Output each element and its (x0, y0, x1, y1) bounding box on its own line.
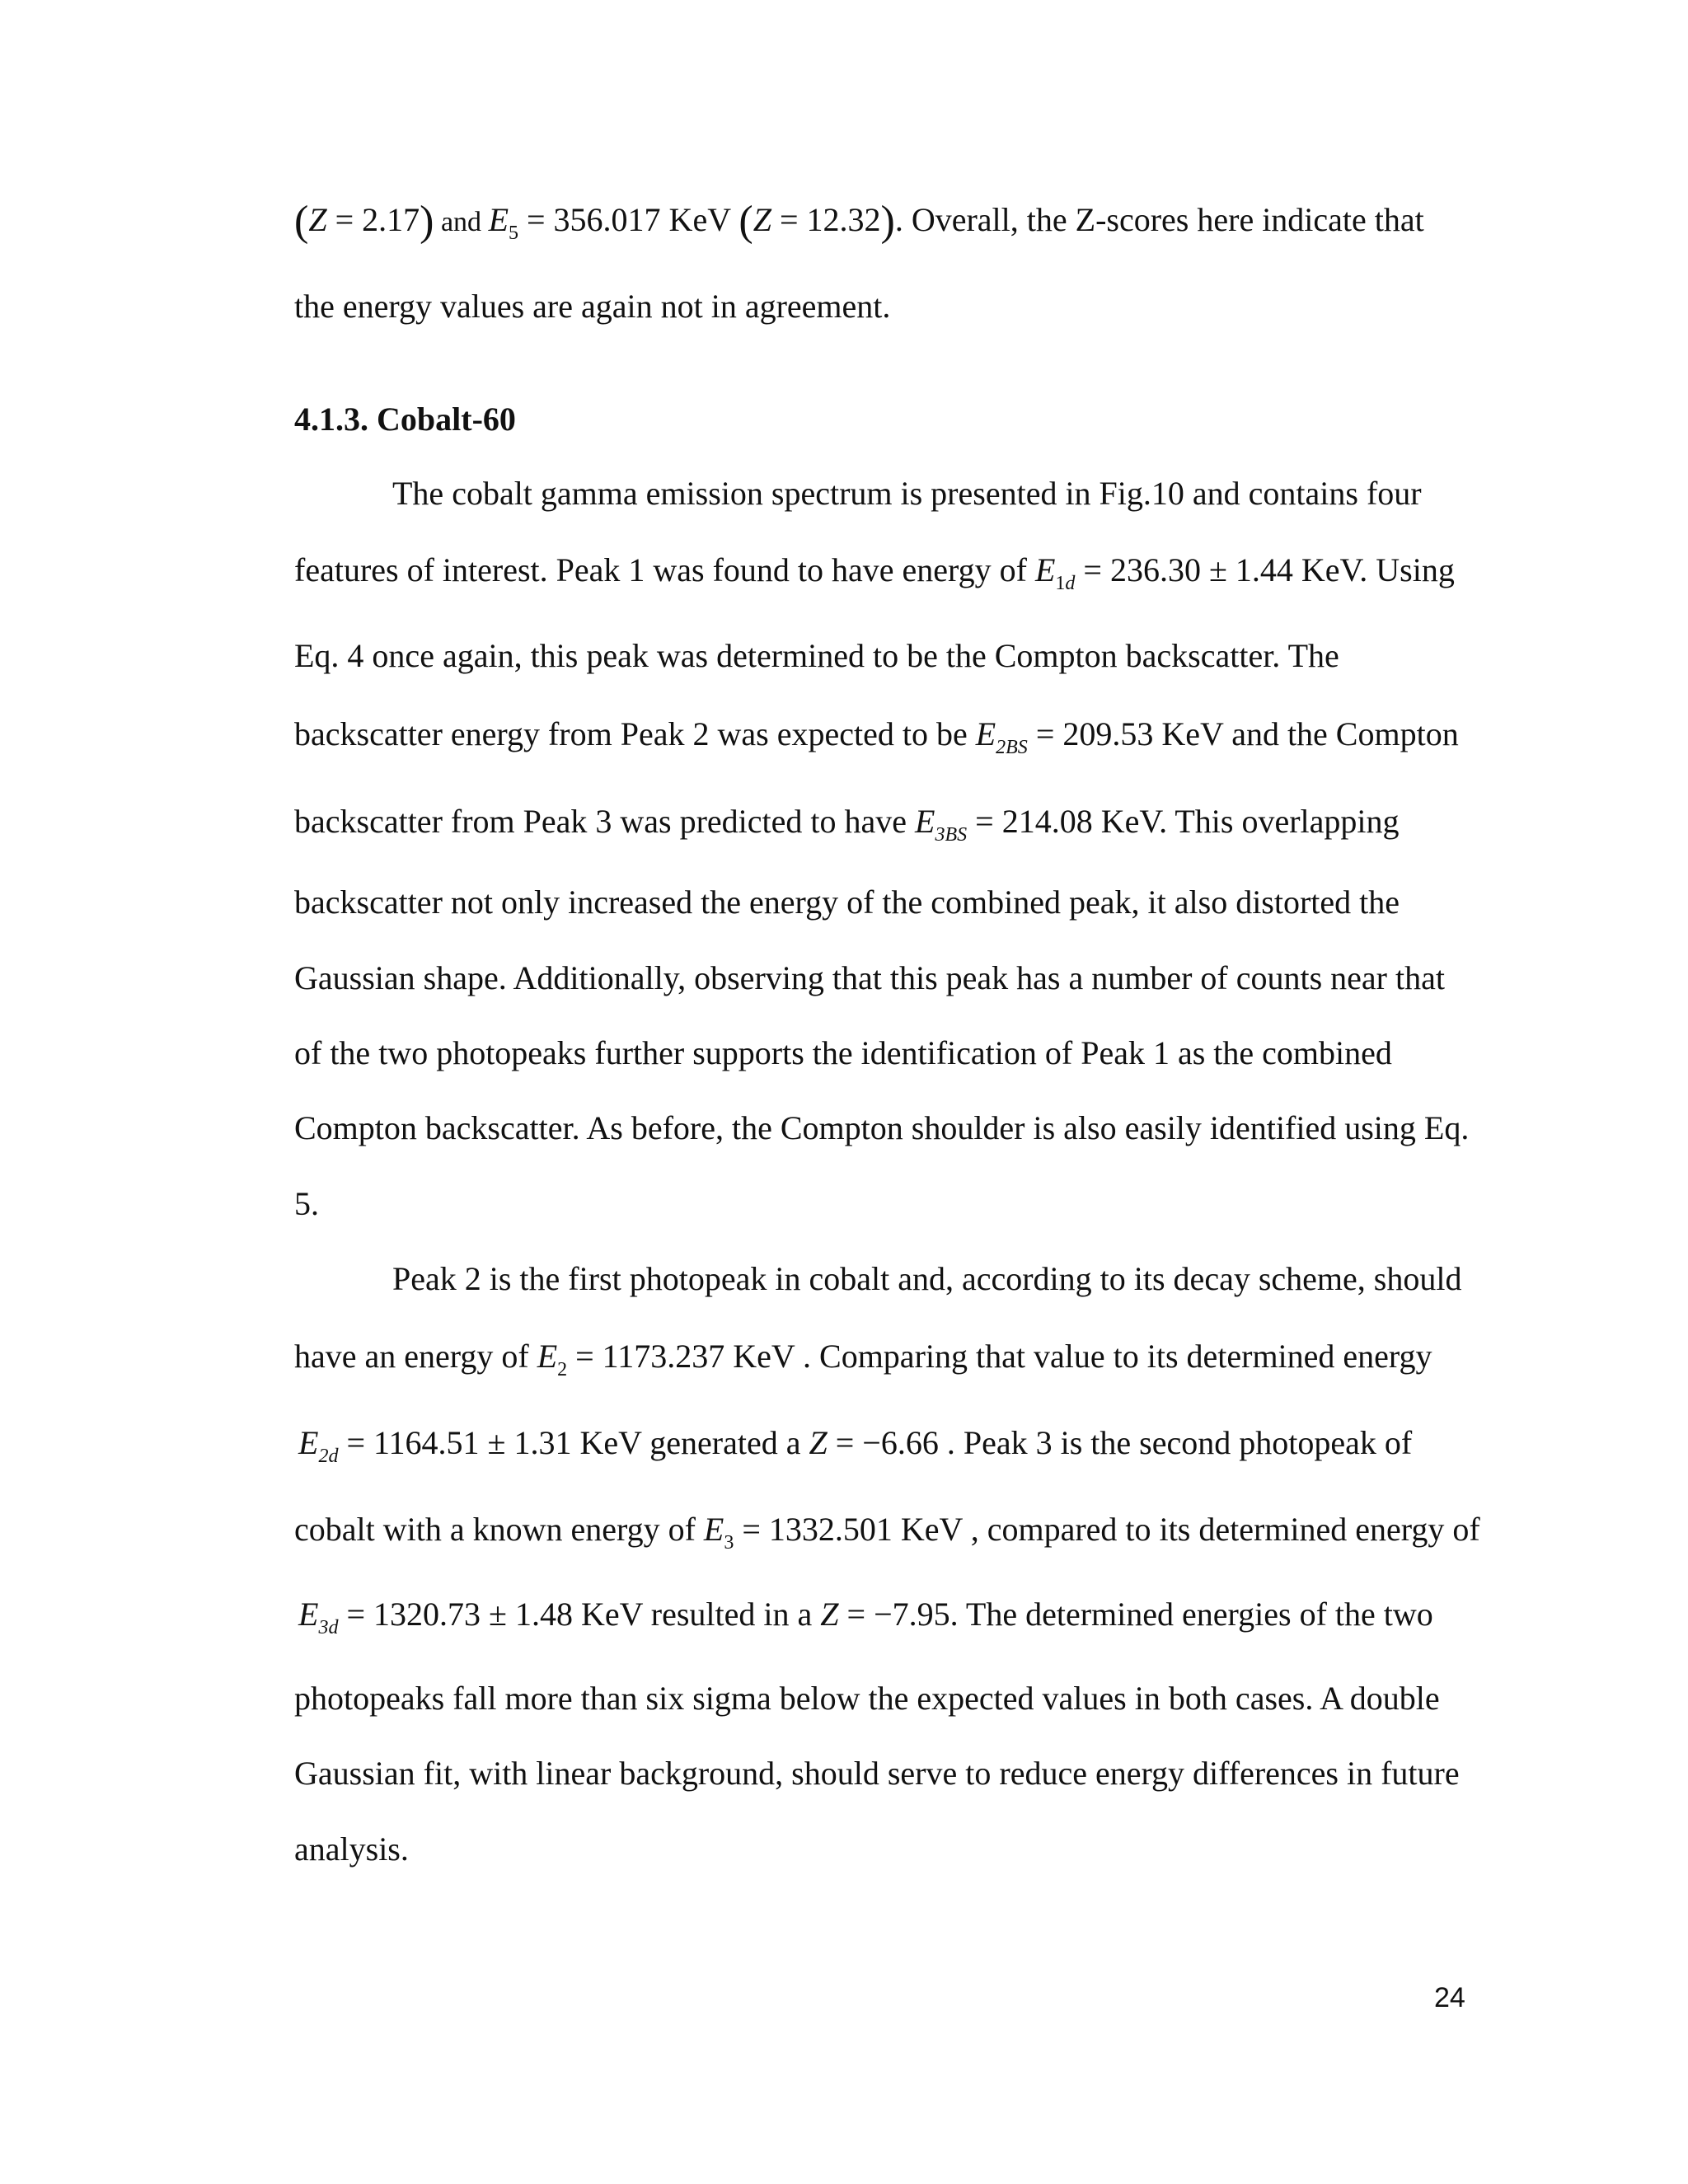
energy-subscript: d (1065, 573, 1076, 594)
energy-subscript: 2 (557, 1359, 568, 1380)
paragraph-1-line-6: backscatter not only increased the energy of the combined peak, it also distorted the (294, 883, 1400, 921)
energy-value: = 1320.73 ± 1.48 KeV (338, 1596, 643, 1633)
sentence-text: generated a (641, 1424, 809, 1461)
paren-open: ( (294, 198, 309, 245)
paren-open: ( (738, 198, 753, 245)
energy-value: = 209.53 KeV (1027, 715, 1224, 752)
paragraph-1-line-1: The cobalt gamma emission spectrum is presented in Fig.10 and contains four (392, 475, 1422, 512)
and-word: and (434, 207, 489, 237)
energy-subscript: 2BS (996, 737, 1028, 758)
z-value: = −7.95 (838, 1596, 950, 1633)
z-value: = 2.17 (326, 201, 420, 238)
energy-subscript: 3BS (935, 824, 968, 846)
paren-close: ) (880, 198, 895, 245)
paragraph-2-line-6: photopeaks fall more than six sigma below the expected values in both cases. A double (294, 1680, 1440, 1717)
z-value: = 12.32 (771, 201, 881, 238)
sentence-text: . Using (1359, 551, 1455, 588)
paragraph-1-line-8: of the two photopeaks further supports the identification of Peak 1 as the combined (294, 1034, 1392, 1071)
sentence-text: , compared to its determined energy of (962, 1511, 1480, 1548)
energy-subscript: 3d (318, 1617, 339, 1638)
energy-subscript: 2d (318, 1446, 339, 1467)
z-value: = −6.66 (827, 1424, 939, 1461)
paragraph-1-line-4 (294, 715, 1459, 767)
energy-symbol: E (703, 1511, 724, 1548)
sentence-text: resulted in a (642, 1596, 821, 1633)
paren-close: ) (420, 198, 434, 245)
paragraph-1-line-9: Compton backscatter. As before, the Compton shoulder is also easily identified using Eq. (294, 1109, 1470, 1146)
paragraph-2-line-4 (294, 1510, 1480, 1563)
page-number: 24 (1434, 1982, 1465, 2013)
sentence-text: . This overlapping (1159, 803, 1400, 840)
sentence-text: . Overall, the Z-scores here indicate that (894, 201, 1424, 238)
paragraph-2-line-7: Gaussian fit, with linear background, should serve to reduce energy differences in future (294, 1755, 1460, 1792)
energy-value: = 1164.51 ± 1.31 KeV (338, 1424, 642, 1461)
paragraph-1-line-2 (294, 551, 1455, 603)
energy-symbol: E (975, 715, 996, 752)
paragraph-2-line-3 (298, 1423, 1412, 1476)
energy-symbol: E (915, 803, 935, 840)
energy-symbol: E (537, 1338, 558, 1375)
sentence-text: features of interest. Peak 1 was found to have energy of (294, 551, 1035, 588)
paragraph-1-line-7: Gaussian shape. Additionally, observing that this peak has a number of counts near that (294, 959, 1445, 996)
section-heading: 4.1.3. Cobalt-60 (294, 401, 516, 438)
paragraph-1-line-3: Eq. 4 once again, this peak was determined to be the Compton backscatter. The (294, 637, 1339, 674)
text-line-1 (294, 200, 1424, 253)
energy-subscript: 5 (509, 223, 518, 244)
sentence-text: backscatter from Peak 3 was predicted to have (294, 803, 916, 840)
sentence-text: have an energy of (294, 1338, 537, 1375)
text-line-2: the energy values are again not in agreement. (294, 288, 891, 325)
z-symbol: Z (753, 201, 771, 238)
energy-subscript: 3 (724, 1532, 734, 1554)
energy-value: = 236.30 ± 1.44 KeV (1075, 551, 1360, 588)
paragraph-2-line-8: analysis. (294, 1830, 409, 1868)
energy-value: = 356.017 KeV (518, 201, 739, 238)
energy-symbol: E (298, 1596, 319, 1633)
energy-value: = 214.08 KeV (967, 803, 1160, 840)
sentence-text: . The determined energies of the two (950, 1596, 1433, 1633)
paragraph-2-line-1: Peak 2 is the first photopeak in cobalt and, according to its decay scheme, should (392, 1260, 1462, 1297)
sentence-text: and the Compton (1223, 715, 1459, 752)
paragraph-1-line-10: 5. (294, 1185, 319, 1222)
z-symbol: Z (308, 201, 327, 238)
energy-symbol: E (488, 201, 509, 238)
paragraph-2-line-2 (294, 1337, 1432, 1390)
sentence-text: . Comparing that value to its determined energy (795, 1338, 1432, 1375)
sentence-text: backscatter energy from Peak 2 was expected to be (294, 715, 976, 752)
paragraph-1-line-5 (294, 802, 1400, 855)
z-symbol: Z (809, 1424, 828, 1461)
z-symbol: Z (820, 1596, 839, 1633)
energy-symbol: E (298, 1424, 319, 1461)
sentence-text: . Peak 3 is the second photopeak of (938, 1424, 1413, 1461)
paragraph-2-line-5 (298, 1595, 1433, 1647)
energy-subscript: 1 (1055, 573, 1066, 594)
energy-symbol: E (1034, 551, 1056, 588)
energy-value: = 1173.237 KeV (567, 1338, 795, 1375)
sentence-text: cobalt with a known energy of (294, 1511, 704, 1548)
energy-value: = 1332.501 KeV (734, 1511, 963, 1548)
